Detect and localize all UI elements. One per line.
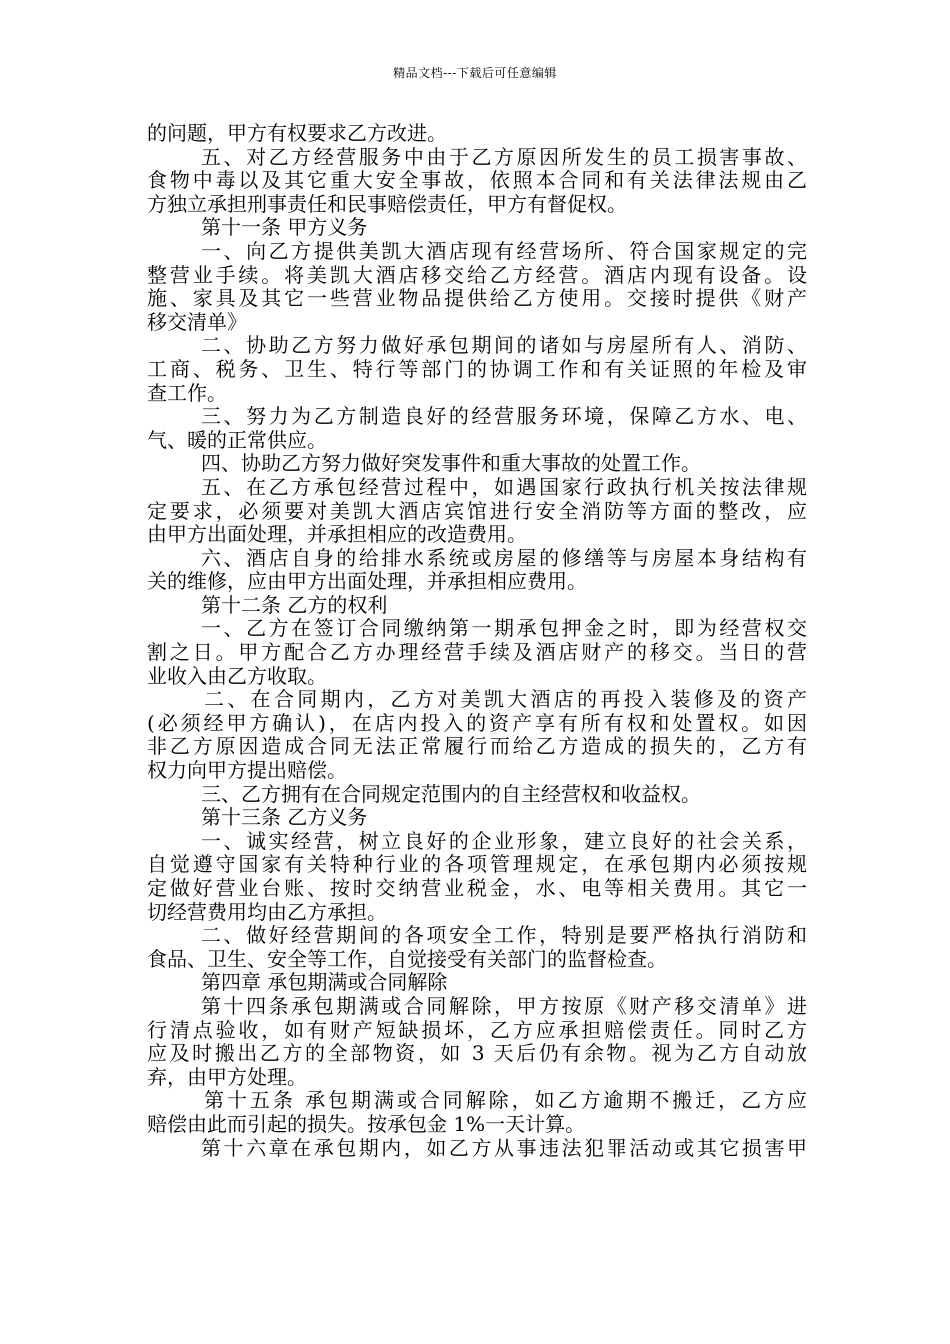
- text-line: 割之日。甲方配合乙方办理经营手续及酒店财产的移交。当日的营: [147, 641, 807, 665]
- text-line: 定做好营业台账、按时交纳营业税金，水、电等相关费用。其它一: [147, 877, 807, 900]
- text-line: 三、努力为乙方制造良好的经营服务环境，保障乙方水、电、: [201, 405, 807, 429]
- text-line: 第十五条 承包期满或合同解除，如乙方逾期不搬迁，乙方应: [204, 1089, 807, 1113]
- text-line: 一、乙方在签订合同缴纳第一期承包押金之时，即为经营权交: [201, 617, 807, 641]
- text-line: 气、暖的正常供应。: [147, 428, 327, 452]
- text-line: 关的维修，应由甲方出面处理，并承担相应费用。: [147, 570, 587, 594]
- text-line: 三、乙方拥有在合同规定范围内的自主经营权和收益权。: [201, 782, 701, 806]
- text-line: 第十三条 乙方义务: [201, 806, 368, 830]
- text-line: 一、诚实经营，树立良好的企业形象，建立良好的社会关系，: [201, 829, 807, 853]
- text-line: 施、家具及其它一些营业物品提供给乙方使用。交接时提供《财产: [147, 287, 807, 311]
- text-line: 五、对乙方经营服务中由于乙方原因所发生的员工损害事故、: [201, 145, 807, 169]
- text-line: 第四章 承包期满或合同解除: [201, 971, 448, 995]
- text-line: 第十六章在承包期内，如乙方从事违法犯罪活动或其它损害甲: [201, 1136, 807, 1160]
- text-line: 定要求，必须要对美凯大酒店宾馆进行安全消防等方面的整改，应: [147, 499, 807, 523]
- text-line: 整营业手续。将美凯大酒店移交给乙方经营。酒店内现有设备。设: [147, 263, 807, 287]
- text-line: 非乙方原因造成合同无法正常履行而给乙方造成的损失的，乙方有: [147, 735, 807, 759]
- text-line: (必须经甲方确认)，在店内投入的资产享有所有权和处置权。如因: [147, 711, 807, 735]
- text-line: 弃，由甲方处理。: [147, 1065, 307, 1089]
- text-line: 移交清单》: [147, 310, 247, 334]
- text-line: 第十二条 乙方的权利: [201, 593, 388, 617]
- text-line: 第十四条承包期满或合同解除，甲方按原《财产移交清单》进: [201, 994, 807, 1018]
- text-line: 四、协助乙方努力做好突发事件和重大事故的处置工作。: [201, 452, 701, 476]
- text-line: 二、做好经营期间的各项安全工作，特别是要严格执行消防和: [201, 924, 807, 948]
- text-line: 食品、卫生、安全等工作，自觉接受有关部门的监督检查。: [147, 947, 667, 971]
- text-line: 六、酒店自身的给排水系统或房屋的修缮等与房屋本身结构有: [201, 546, 807, 570]
- text-line: 食物中毒以及其它重大安全事故，依照本合同和有关法律法规由乙: [147, 169, 807, 193]
- document-body: [147, 122, 807, 1160]
- text-line: 业收入由乙方收取。: [147, 664, 327, 688]
- text-line: 由甲方出面处理，并承担相应的改造费用。: [147, 523, 527, 547]
- text-line: 第十一条 甲方义务: [201, 216, 368, 240]
- text-line: 二、协助乙方努力做好承包期间的诸如与房屋所有人、消防、: [201, 334, 807, 358]
- text-line: 查工作。: [147, 381, 227, 405]
- text-line: 应及时搬出乙方的全部物资，如 3 天后仍有余物。视为乙方自动放: [147, 1042, 807, 1066]
- text-line: 一、向乙方提供美凯大酒店现有经营场所、符合国家规定的完: [201, 239, 807, 263]
- text-line: 权力向甲方提出赔偿。: [147, 759, 347, 783]
- text-line: 工商、税务、卫生、特行等部门的协调工作和有关证照的年检及审: [147, 357, 807, 381]
- text-line: 赔偿由此而引起的损失。按承包金 1%一天计算。: [147, 1112, 586, 1136]
- text-line: 的问题，甲方有权要求乙方改进。: [147, 122, 447, 145]
- page-header: 精品文档---下载后可任意编辑: [393, 66, 557, 80]
- text-line: 方独立承担刑事责任和民事赔偿责任，甲方有督促权。: [147, 192, 627, 216]
- text-line: 二、在合同期内，乙方对美凯大酒店的再投入装修及的资产: [204, 688, 807, 712]
- text-line: 五、在乙方承包经营过程中，如遇国家行政执行机关按法律规: [201, 475, 807, 499]
- text-line: 自觉遵守国家有关特种行业的各项管理规定，在承包期内必须按规: [147, 853, 807, 877]
- text-line: 行清点验收，如有财产短缺损坏，乙方应承担赔偿责任。同时乙方: [147, 1018, 807, 1042]
- text-line: 切经营费用均由乙方承担。: [147, 900, 387, 924]
